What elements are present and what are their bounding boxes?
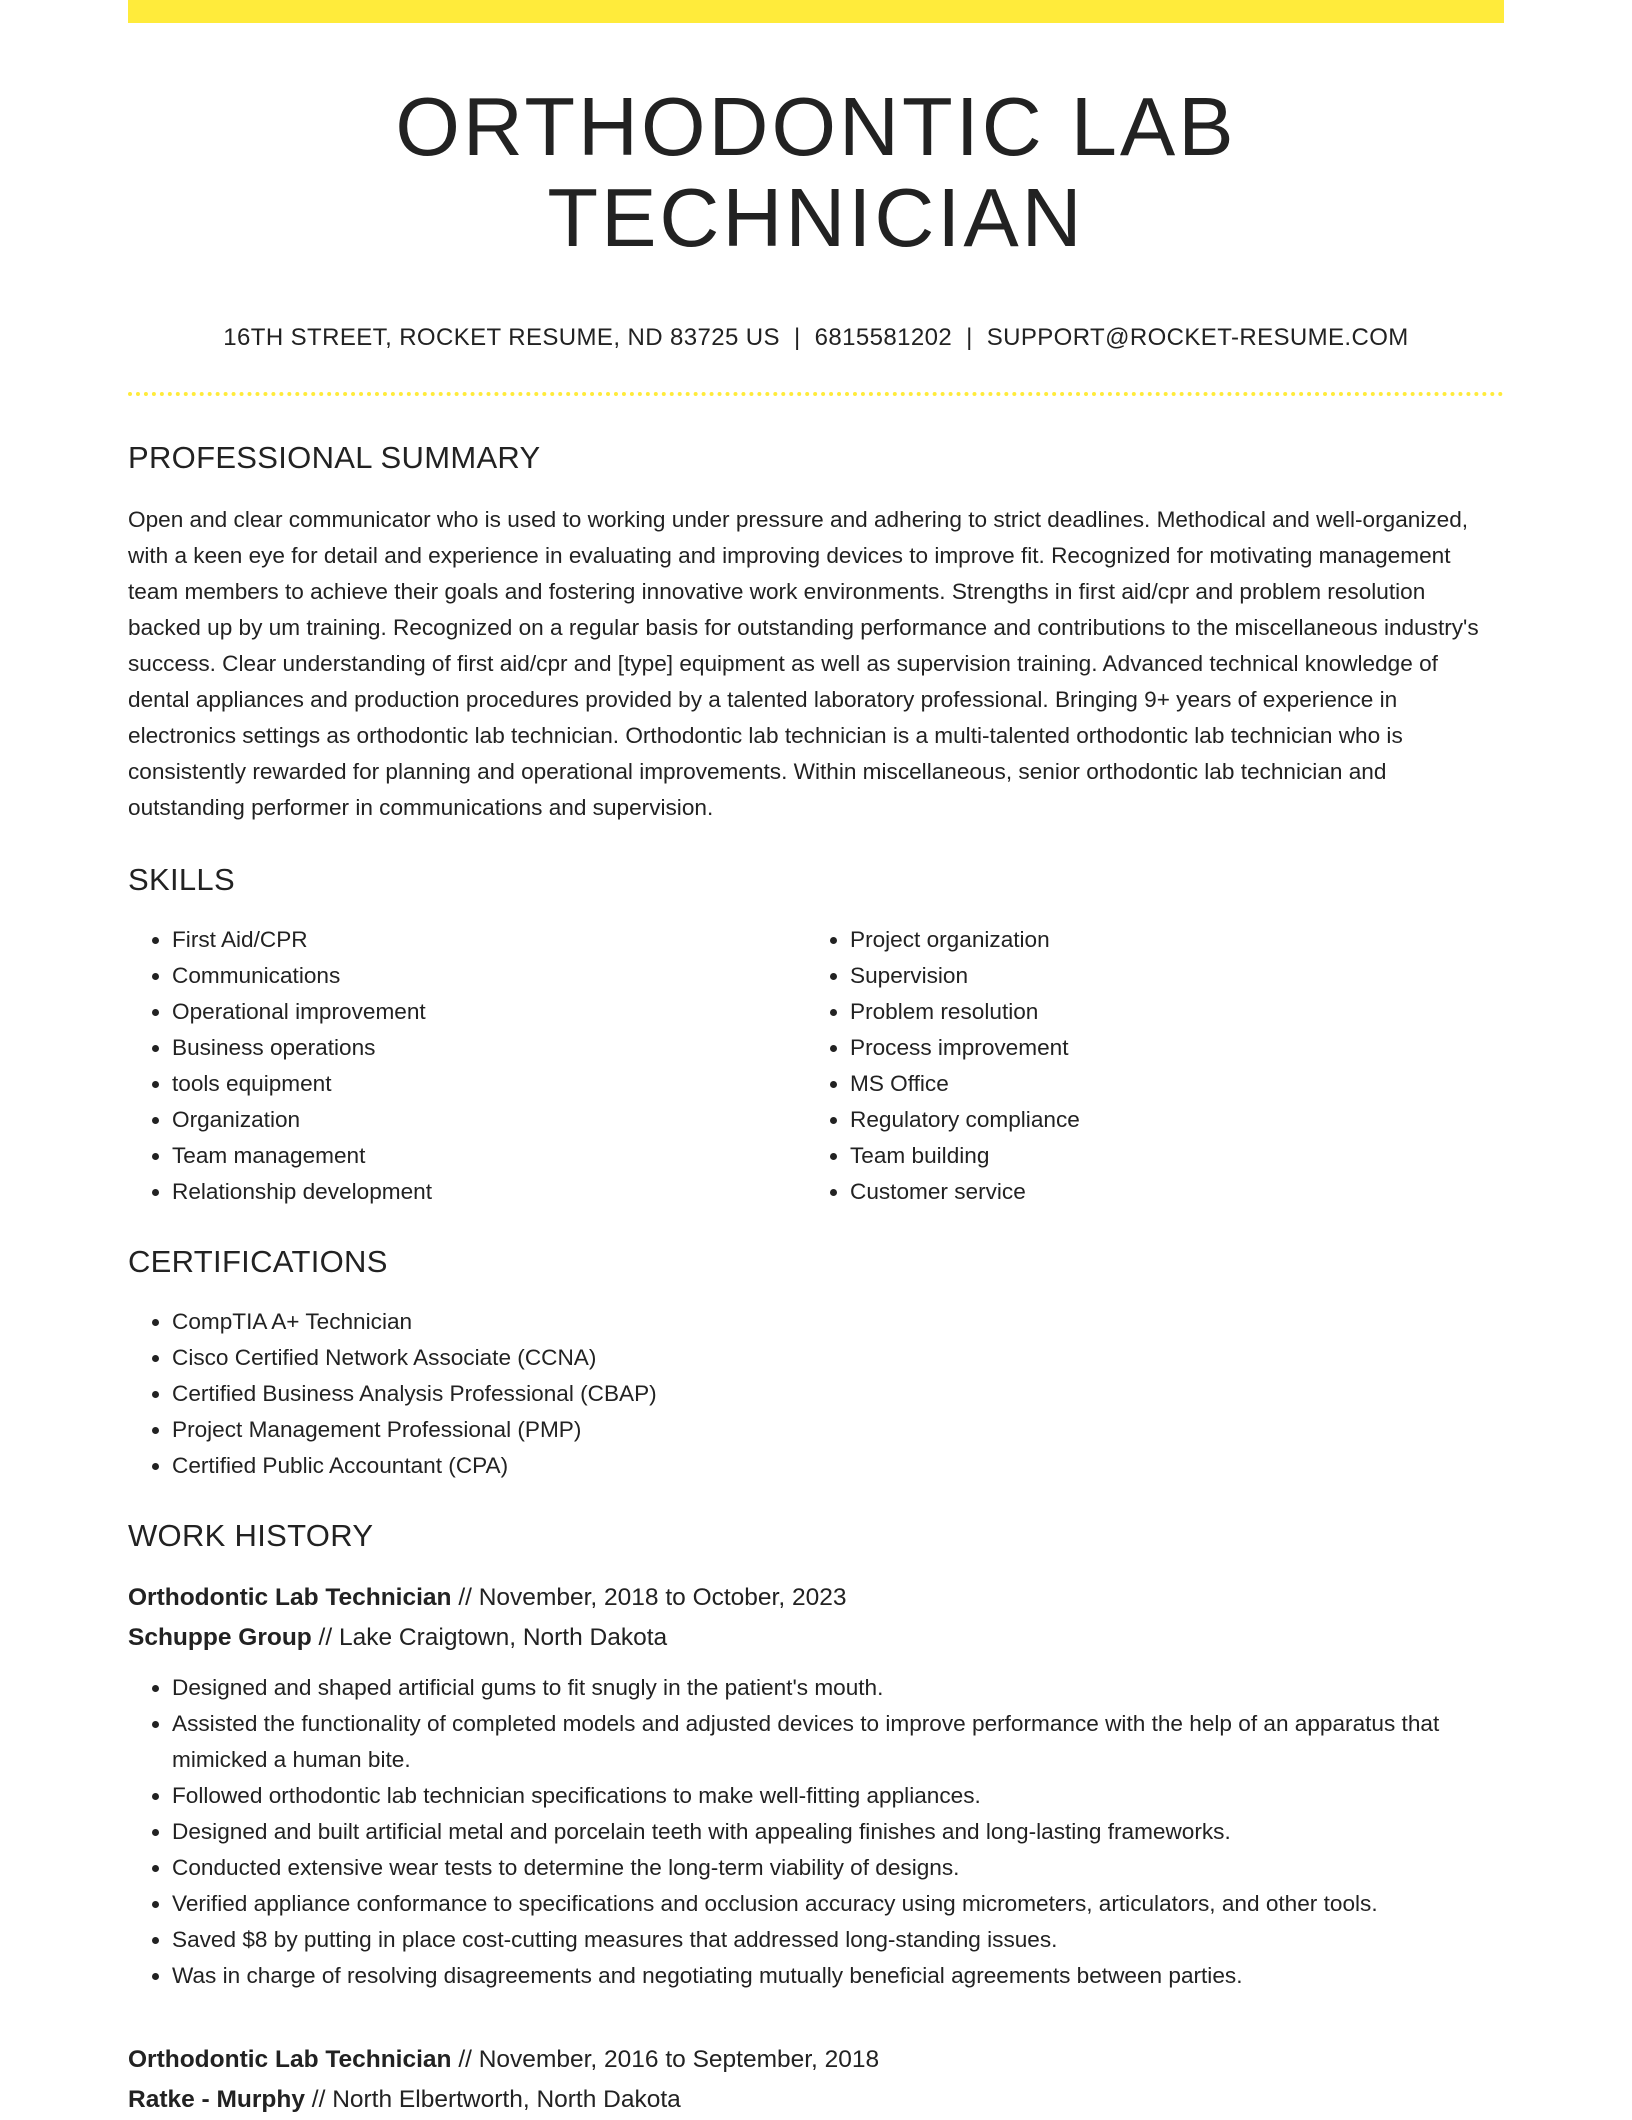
- skills-list-right: [806, 922, 1484, 1210]
- certification-item: • Certified Public Accountant (CPA): [172, 1448, 1504, 1484]
- skill-item: • Business operations: [172, 1030, 806, 1066]
- skills-columns: [128, 922, 1504, 1210]
- skill-item: • Regulatory compliance: [850, 1102, 1484, 1138]
- job-duty-item: • Assisted the functionality of completed models and adjusted devices to improve performance with the help of an apparatus that mimicked a human bite.: [172, 1706, 1504, 1778]
- skill-item: • Operational improvement: [172, 994, 806, 1030]
- certification-item: • Project Management Professional (PMP): [172, 1412, 1504, 1448]
- resume-page: [128, 0, 1504, 2120]
- skill-item: • Problem resolution: [850, 994, 1484, 1030]
- certification-item: • CompTIA A+ Technician: [172, 1304, 1504, 1340]
- skill-item: • tools equipment: [172, 1066, 806, 1102]
- skill-item: • MS Office: [850, 1066, 1484, 1102]
- job-duty-item: • Was in charge of resolving disagreements and negotiating mutually beneficial agreements between parties.: [172, 1958, 1504, 1994]
- contact-separator: |: [793, 323, 801, 351]
- skill-item: • Team building: [850, 1138, 1484, 1174]
- skill-item: • Project organization: [850, 922, 1484, 958]
- contact-separator: |: [966, 323, 973, 351]
- certifications-section: [128, 1304, 1504, 1484]
- summary-text: Open and clear communicator who is used to working under pressure and adhering to strict deadlines. Methodical and well-organized, with a keen eye for detail and experience in evaluating and improving devices to improve fit. Recognized for motivating management team members to achieve their goals and fostering innovative work environments. Strengths in first aid/cpr and problem resolution backed up by um training. Recognized on a regular basis for outstanding performance and contributions to the miscellaneous industry's success. Clear understanding of first aid/cpr and [type] equipment as well as supervision training. Advanced technical knowledge of dental appliances and production procedures provided by a talented laboratory professional. Bringing 9+ years of experience in electronics settings as orthodontic lab technician. Orthodontic lab technician is a multi-talented orthodontic lab technician who is consistently rewarded for planning and operational improvements. Within miscellaneous, senior orthodontic lab technician and outstanding performer in communications and supervision.: [128, 506, 1479, 820]
- job-company-line: [128, 1618, 1504, 1658]
- job-location: // Lake Craigtown, North Dakota: [311, 1623, 668, 1651]
- job-duties-list: [128, 1670, 1504, 1994]
- job-role: Orthodontic Lab Technician: [128, 1583, 452, 1611]
- contact-line: [128, 324, 1504, 352]
- skills-heading: SKILLS: [128, 861, 235, 897]
- work-history-heading: WORK HISTORY: [128, 1517, 374, 1553]
- job-company: Schuppe Group: [128, 1623, 312, 1651]
- dotted-divider: [128, 392, 1504, 396]
- skill-item: • First Aid/CPR: [172, 922, 806, 958]
- job-company: Ratke - Murphy: [128, 2085, 305, 2113]
- job-duty-item: • Followed orthodontic lab technician specifications to make well-fitting appliances.: [172, 1778, 1504, 1814]
- skills-list-left: [128, 922, 806, 1210]
- contact-email: SUPPORT@ROCKET-RESUME.COM: [986, 323, 1409, 351]
- job-duty-item: • Saved $8 by putting in place cost-cutting measures that addressed long-standing issues.: [172, 1922, 1504, 1958]
- certification-item: • Cisco Certified Network Associate (CCNA): [172, 1340, 1504, 1376]
- resume-name: ORTHODONTIC LAB TECHNICIAN: [395, 80, 1237, 265]
- job-duty-item: • Designed and shaped artificial gums to fit snugly in the patient's mouth.: [172, 1670, 1504, 1706]
- job-dates: // November, 2016 to September, 2018: [451, 2045, 880, 2073]
- skill-item: • Organization: [172, 1102, 806, 1138]
- job-entry: [128, 2040, 1504, 2120]
- skill-item: • Supervision: [850, 958, 1484, 994]
- certification-item: • Certified Business Analysis Professional (CBAP): [172, 1376, 1504, 1412]
- skill-item: • Relationship development: [172, 1174, 806, 1210]
- job-company-line: [128, 2080, 1504, 2120]
- skill-item: • Team management: [172, 1138, 806, 1174]
- skill-item: • Communications: [172, 958, 806, 994]
- certifications-heading: CERTIFICATIONS: [128, 1243, 388, 1279]
- contact-address: 16TH STREET, ROCKET RESUME, ND 83725 US: [223, 323, 780, 351]
- accent-top-bar: [128, 0, 1504, 23]
- skill-item: • Customer service: [850, 1174, 1484, 1210]
- contact-phone: 6815581202: [814, 323, 953, 351]
- job-role-line: [128, 2040, 1504, 2080]
- job-entry: [128, 1578, 1504, 1994]
- job-location: // North Elbertworth, North Dakota: [304, 2085, 681, 2113]
- job-duty-item: • Designed and built artificial metal and porcelain teeth with appealing finishes and long-lasting frameworks.: [172, 1814, 1504, 1850]
- certifications-list: [128, 1304, 1504, 1484]
- summary-heading: PROFESSIONAL SUMMARY: [128, 439, 541, 475]
- job-duty-item: • Verified appliance conformance to specifications and occlusion accuracy using micrometers, articulators, and other tools.: [172, 1886, 1504, 1922]
- job-role-line: [128, 1578, 1504, 1618]
- job-dates: // November, 2018 to October, 2023: [451, 1583, 847, 1611]
- job-role: Orthodontic Lab Technician: [128, 2045, 452, 2073]
- skill-item: • Process improvement: [850, 1030, 1484, 1066]
- job-duty-item: • Conducted extensive wear tests to determine the long-term viability of designs.: [172, 1850, 1504, 1886]
